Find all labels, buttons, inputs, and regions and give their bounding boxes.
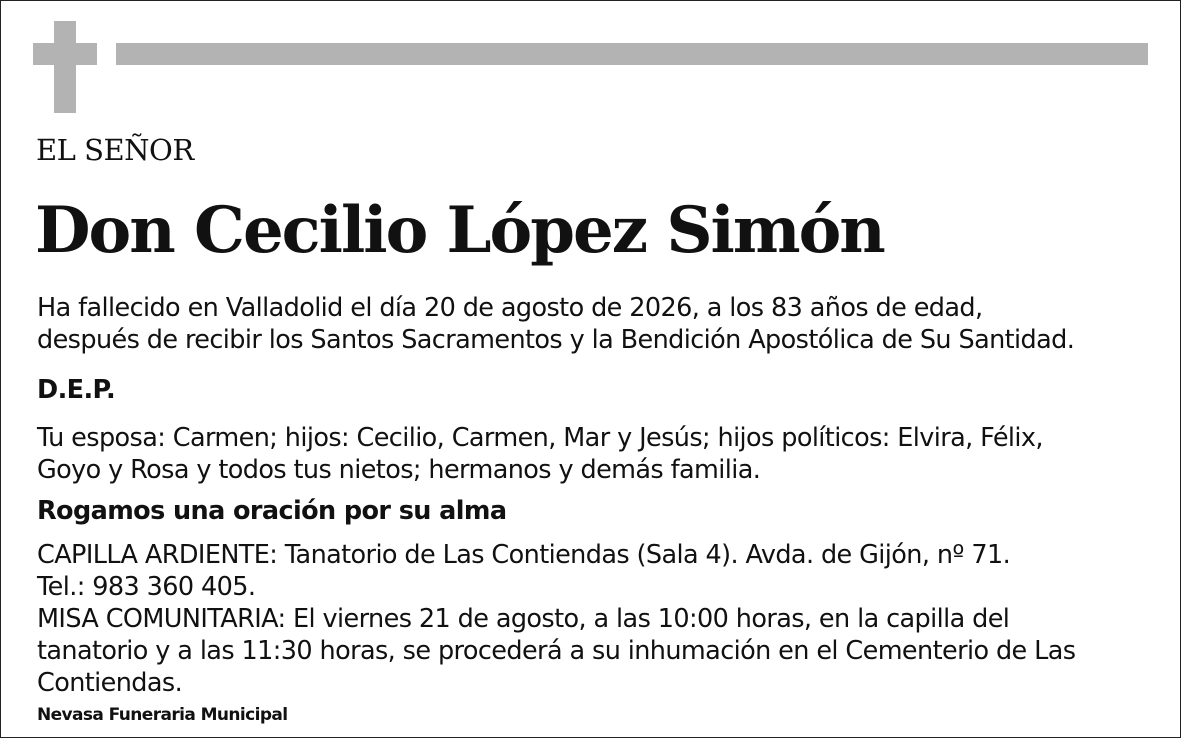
funeral-home-name: Nevasa Funeraria Municipal: [37, 705, 288, 725]
deceased-name: Don Cecilio López Simón: [35, 193, 884, 268]
mass-line-1: MISA COMUNITARIA: El viernes 21 de agosto, a las 10:00 horas, en la capilla del: [37, 604, 1010, 634]
family-line-1: Tu esposa: Carmen; hijos: Cecilio, Carmen, Mar y Jesús; hijos políticos: Elvira, Félix,: [37, 423, 1043, 453]
intro-title: EL SEÑOR: [36, 133, 194, 167]
ceremony-details: [37, 539, 1147, 699]
cross-vertical-bar: [54, 21, 76, 113]
header-rule: [116, 43, 1148, 65]
chapel-line-1: CAPILLA ARDIENTE: Tanatorio de Las Contiendas (Sala 4). Avda. de Gijón, nº 71.: [37, 540, 1011, 570]
cross-horizontal-bar: [33, 43, 97, 65]
death-announcement: [37, 292, 1147, 356]
mass-line-3: Contiendas.: [37, 668, 183, 698]
prayer-request: Rogamos una oración por su alma: [37, 496, 507, 526]
death-line-1: Ha fallecido en Valladolid el día 20 de agosto de 2026, a los 83 años de edad,: [37, 293, 983, 323]
family-line-2: Goyo y Rosa y todos tus nietos; hermanos y demás familia.: [37, 455, 761, 485]
death-line-2: después de recibir los Santos Sacramentos y la Bendición Apostólica de Su Santidad.: [37, 325, 1075, 355]
rest-in-peace: D.E.P.: [37, 375, 116, 405]
chapel-line-2: Tel.: 983 360 405.: [37, 572, 256, 602]
family-list: [37, 422, 1147, 486]
mass-line-2: tanatorio y a las 11:30 horas, se procederá a su inhumación en el Cementerio de Las: [37, 636, 1076, 666]
